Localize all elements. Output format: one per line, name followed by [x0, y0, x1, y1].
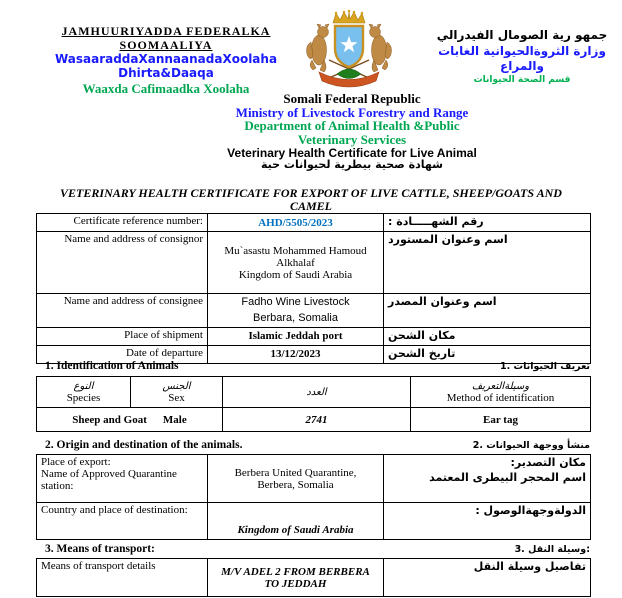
sex-value: Male — [162, 413, 187, 426]
consignor-name-line2: Alkhalaf — [276, 256, 315, 269]
certificate-reference-value: AHD/5505/2023 — [208, 214, 384, 232]
certificate-reference-arabic-label: رقم الشهـــــادة : — [384, 214, 591, 232]
transport-details-label: Means of transport details — [37, 559, 208, 597]
number-header-arabic: العدد — [306, 386, 327, 398]
certificate-reference-row — [37, 214, 591, 232]
consignee-city: Berbara, Somalia — [253, 311, 338, 324]
quarantine-station-value — [208, 455, 384, 503]
sex-header — [131, 377, 223, 408]
transport-table — [36, 558, 591, 597]
consignee-arabic-label: اسم وعنوان المصدر — [384, 294, 591, 328]
place-of-export-arabic-label — [384, 455, 591, 503]
certificate-title-line2: CAMEL — [289, 199, 332, 214]
header-arabic-block — [428, 28, 616, 86]
somali-ministry-line2: Dhirta&Daaqa — [118, 66, 214, 81]
identification-table — [36, 376, 591, 432]
place-of-export-label-line3: station: — [41, 480, 74, 492]
consignee-row — [37, 294, 591, 328]
consignor-country: Kingdom of Saudi Arabia — [238, 268, 353, 281]
place-of-export-arabic-line1: مكان التصدير: — [510, 456, 586, 469]
reference-table — [36, 213, 591, 364]
section1-heading-english: 1. Identification of Animals — [45, 360, 179, 372]
arabic-ministry-line: وزارة الثروةالحيوانية الغابات — [438, 43, 606, 58]
origin-destination-table — [36, 454, 591, 540]
section3-heading — [36, 543, 590, 555]
certificate-title — [30, 187, 592, 213]
section2-heading-arabic: 2. منشأ ووجهة الحيوانات — [472, 440, 590, 451]
somali-department-line: Waaxda Cafimaadka Xoolaha — [82, 80, 250, 96]
transport-details-value — [208, 559, 384, 597]
sex-header-arabic: الجنس — [162, 380, 191, 392]
consignee-name: Fadho Wine Livestock — [241, 296, 350, 309]
destination-label: Country and place of destination: — [37, 503, 208, 540]
section3-heading-arabic: 3. وسيلة النقل: — [514, 544, 590, 555]
date-of-departure-arabic-label: تاريخ الشحن — [384, 345, 591, 363]
somalia-coat-of-arms-icon — [303, 8, 395, 97]
place-of-export-arabic-line2: اسم المحجر البيطرى المعتمد — [429, 470, 586, 484]
somali-republic-line2: SOOMAALIYA — [119, 38, 213, 53]
place-of-shipment-arabic-label: مكان الشحن — [384, 328, 591, 346]
place-of-export-label — [37, 455, 208, 503]
identification-header-row — [37, 377, 591, 408]
date-of-departure-label: Date of departure — [37, 345, 208, 363]
arabic-ministry-line2: والمراع — [500, 59, 544, 74]
consignee-value — [208, 294, 384, 328]
date-of-departure-value: 13/12/2023 — [208, 345, 384, 363]
number-header — [223, 377, 411, 408]
quarantine-station-line1: Berbera United Quarantine, — [234, 466, 357, 479]
place-of-export-label-line1: Place of export: — [41, 456, 111, 468]
arabic-republic-line: جمهو رية الصومال الفيدرالي — [436, 28, 608, 42]
species-value: Sheep and Goat — [72, 413, 147, 426]
destination-arabic-label: الدولةوجهةالوصول : — [384, 503, 591, 540]
place-of-shipment-row — [37, 328, 591, 346]
header-center-block — [198, 92, 506, 171]
header-somali-block — [38, 24, 294, 96]
place-of-shipment-value: Islamic Jeddah port — [208, 328, 384, 346]
consignor-label: Name and address of consignor — [37, 232, 208, 294]
method-value: Ear tag — [411, 408, 591, 432]
section1-heading — [36, 360, 590, 372]
place-of-export-label-line2: Name of Approved Quarantine — [41, 468, 177, 480]
consignee-label: Name and address of consignee — [37, 294, 208, 328]
section2-heading-english: 2. Origin and destination of the animals. — [45, 439, 243, 451]
species-header-english: Species — [66, 391, 101, 404]
certificate-subtitle: Veterinary Health Certificate for Live Animal — [227, 145, 477, 160]
identification-data-row — [37, 408, 591, 432]
species-header — [37, 377, 131, 408]
ministry-title: Ministry of Livestock Forestry and Range — [235, 104, 469, 120]
transport-details-arabic-label: تفاصيل وسيلة النقل — [384, 559, 591, 597]
consignor-value — [208, 232, 384, 294]
method-header-arabic: وسيلةالتعريف — [471, 380, 530, 392]
certificate-subtitle-arabic: شهادة صحية بيطرية لحيوانات حية — [261, 158, 443, 172]
somali-ministry-line: WasaaraddaXannaanadaXoolaha — [54, 52, 278, 67]
method-header — [411, 377, 591, 408]
method-header-english: Method of identification — [446, 391, 555, 404]
somali-republic-line: JAMHUURIYADDA FEDERALKA — [61, 24, 271, 38]
place-of-export-row — [37, 455, 591, 503]
number-value: 2741 — [223, 408, 411, 432]
quarantine-station-line2: Berbera, Somalia — [257, 478, 334, 491]
destination-row — [37, 503, 591, 540]
arabic-department-line: قسم الصحة الحيوانات — [473, 74, 571, 85]
species-sex-cell — [37, 408, 223, 432]
consignor-name-line1: Mu`asastu Mohammed Hamoud — [224, 244, 367, 257]
transport-details-row — [37, 559, 591, 597]
federal-republic-title: Somali Federal Republic — [283, 91, 421, 106]
veterinary-services-title: Veterinary Services — [297, 131, 407, 147]
section1-heading-arabic: 1. تعريف الحيوانات — [500, 361, 590, 372]
department-title: Department of Animal Health &Public — [244, 118, 460, 134]
section3-heading-english: 3. Means of transport: — [45, 543, 155, 555]
consignor-arabic-label: اسم وعنوان المستورد — [384, 232, 591, 294]
certificate-title-line1: VETERINARY HEALTH CERTIFICATE FOR EXPORT OF LIVE CATTLE, SHEEP/GOATS AND — [60, 186, 562, 200]
transport-vessel-line1: M/V ADEL 2 FROM BERBERA — [221, 565, 370, 578]
destination-value: Kingdom of Saudi Arabia — [208, 503, 384, 540]
place-of-shipment-label: Place of shipment — [37, 328, 208, 346]
consignor-row — [37, 232, 591, 294]
section2-heading — [36, 439, 590, 451]
transport-vessel-line2: TO JEDDAH — [264, 577, 327, 590]
sex-header-english: Sex — [168, 391, 185, 404]
certificate-reference-label: Certificate reference number: — [37, 214, 208, 232]
species-header-arabic: النوع — [73, 380, 94, 392]
